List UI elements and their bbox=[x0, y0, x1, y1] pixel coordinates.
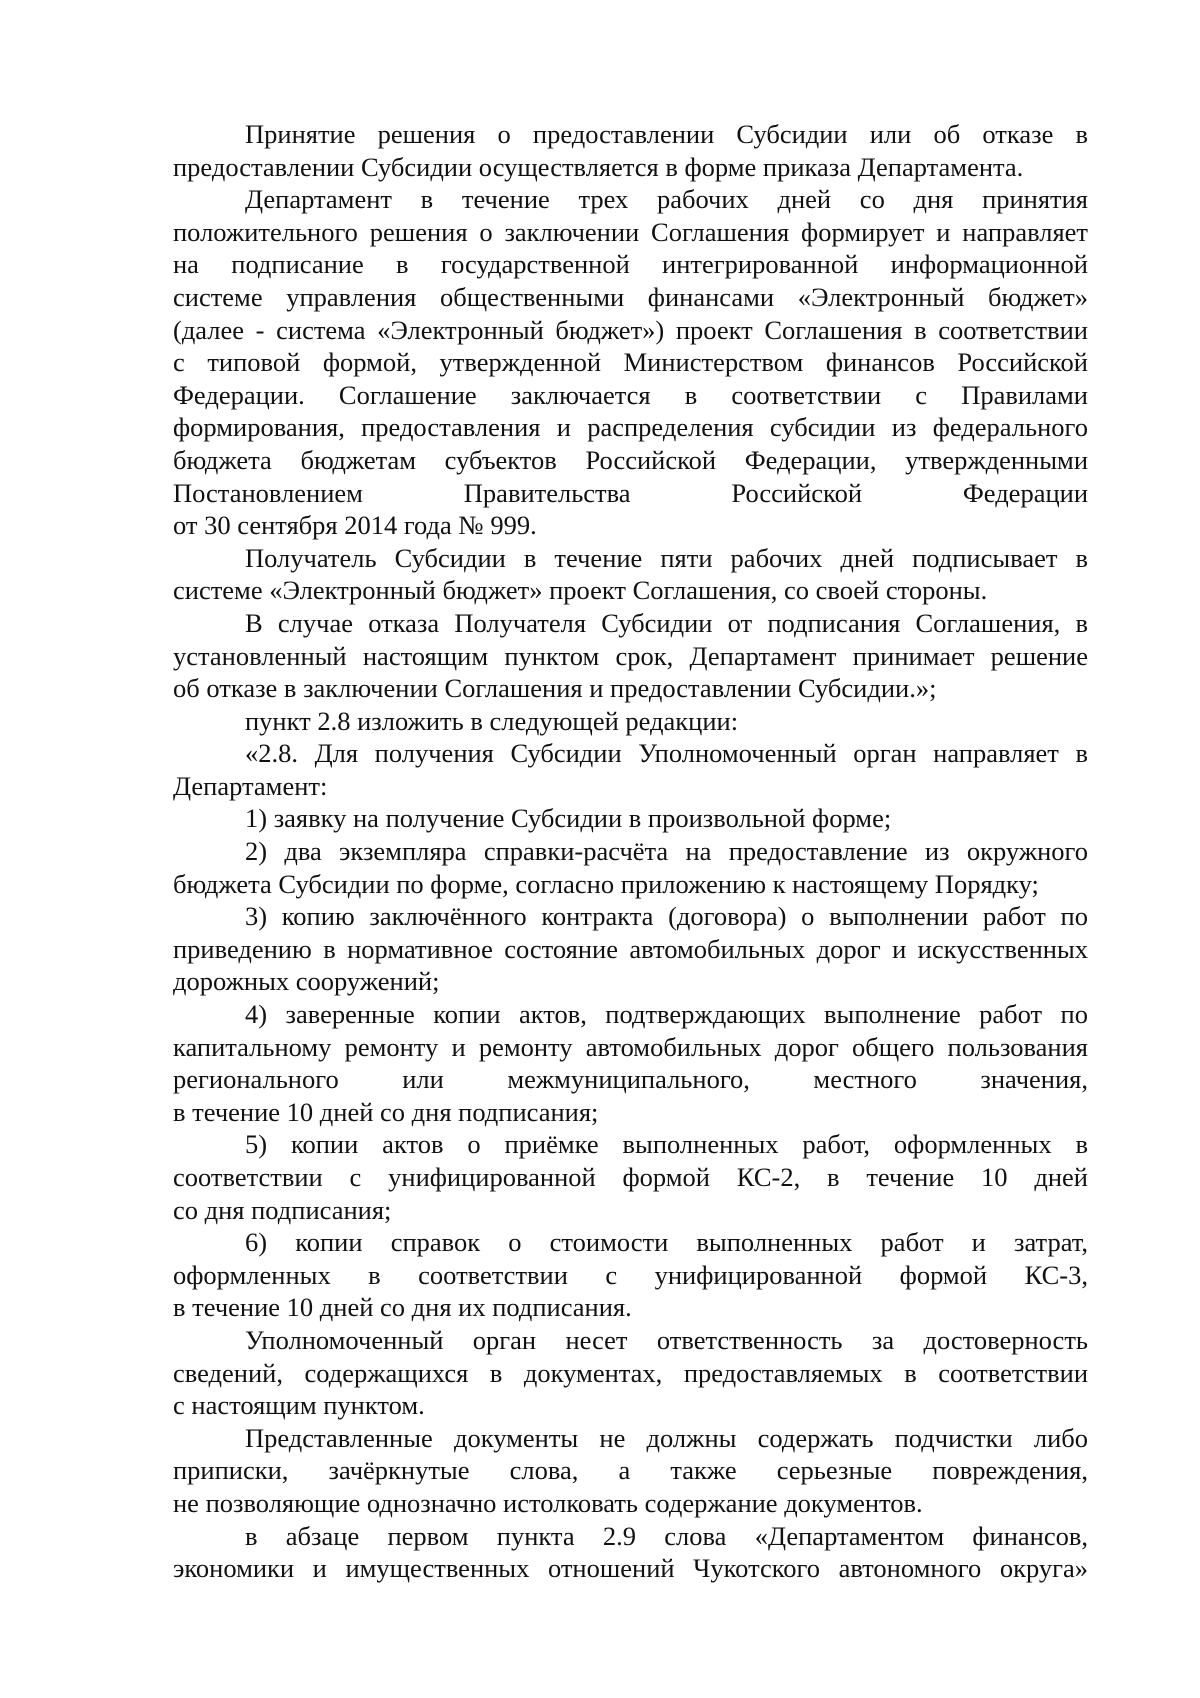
text-line: 1) заявку на получение Субсидии в произвольной форме; bbox=[245, 803, 892, 834]
text-line: Получатель Субсидии в течение пяти рабочих дней подписывает в bbox=[245, 542, 1088, 573]
text-line: Федерации. Соглашение заключается в соответствии с Правилами bbox=[173, 379, 1088, 410]
paragraph bbox=[173, 1226, 1088, 1324]
text-line: с типовой формой, утвержденной Министерством финансов Российской bbox=[173, 347, 1088, 378]
document-body bbox=[173, 118, 1088, 1585]
text-line: приписки, зачёркнутые слова, а также серьезные повреждения, bbox=[173, 1455, 1088, 1486]
text-line: в течение 10 дней со дня подписания; bbox=[173, 1096, 599, 1127]
text-line: бюджета Субсидии по форме, согласно приложению к настоящему Порядку; bbox=[173, 868, 1039, 899]
paragraph bbox=[173, 737, 1088, 802]
text-line: дорожных сооружений; bbox=[173, 966, 440, 997]
text-line: от 30 сентября 2014 года № 999. bbox=[173, 510, 537, 541]
text-line: в течение 10 дней со дня их подписания. bbox=[173, 1292, 632, 1323]
text-line: пункт 2.8 изложить в следующей редакции: bbox=[245, 705, 739, 736]
text-line: Уполномоченный орган несет ответственность за достоверность bbox=[245, 1324, 1088, 1355]
text-line: 2) два экземпляра справки-расчёта на предоставление из окружного bbox=[245, 836, 1088, 867]
text-line: 6) копии справок о стоимости выполненных работ и затрат, bbox=[245, 1227, 1088, 1258]
text-line: экономики и имущественных отношений Чукотского автономного округа» bbox=[173, 1553, 1088, 1584]
text-line: Принятие решения о предоставлении Субсидии или об отказе в bbox=[245, 119, 1088, 149]
text-line: с настоящим пунктом. bbox=[173, 1390, 425, 1421]
paragraph bbox=[173, 183, 1088, 542]
text-line: предоставлении Субсидии осуществляется в форме приказа Департамента. bbox=[173, 151, 1024, 182]
text-line: Департамент в течение трех рабочих дней со дня принятия bbox=[245, 184, 1088, 215]
text-line: соответствии с унифицированной формой КС-2, в течение 10 дней bbox=[173, 1162, 1088, 1192]
paragraph bbox=[173, 998, 1088, 1128]
text-line: на подписание в государственной интегрированной информационной bbox=[173, 249, 1088, 280]
text-line: 5) копии актов о приёмке выполненных работ, оформленных в bbox=[245, 1129, 1088, 1160]
text-line: «2.8. Для получения Субсидии Уполномоченный орган направляет в bbox=[245, 738, 1088, 769]
text-line: капитальному ремонту и ремонту автомобильных дорог общего пользования bbox=[173, 1031, 1088, 1062]
paragraph bbox=[173, 705, 1088, 738]
paragraph bbox=[173, 607, 1088, 705]
text-line: бюджета бюджетам субъектов Российской Федерации, утвержденными bbox=[173, 444, 1088, 475]
text-line: не позволяющие однозначно истолковать содержание документов. bbox=[173, 1487, 923, 1518]
text-line: формирования, предоставления и распределения субсидии из федерального bbox=[173, 412, 1088, 443]
paragraph bbox=[173, 1520, 1088, 1585]
paragraph bbox=[173, 118, 1088, 183]
paragraph bbox=[173, 1128, 1088, 1226]
text-line: Департамент: bbox=[173, 770, 328, 801]
text-line: со дня подписания; bbox=[173, 1194, 392, 1225]
paragraph bbox=[173, 1422, 1088, 1520]
text-line: системе управления общественными финансами «Электронный бюджет» bbox=[173, 281, 1088, 312]
text-line: системе «Электронный бюджет» проект Соглашения, со своей стороны. bbox=[173, 575, 988, 606]
text-line: оформленных в соответствии с унифицированной формой КС-3, bbox=[173, 1259, 1088, 1290]
text-line: приведению в нормативное состояние автомобильных дорог и искусственных bbox=[173, 933, 1088, 964]
text-line: В случае отказа Получателя Субсидии от подписания Соглашения, в bbox=[245, 607, 1088, 638]
text-line: (далее - система «Электронный бюджет») проект Соглашения в соответствии bbox=[173, 314, 1088, 345]
paragraph bbox=[173, 542, 1088, 607]
text-line: установленный настоящим пунктом срок, Департамент принимает решение bbox=[173, 640, 1088, 671]
paragraph bbox=[173, 1324, 1088, 1422]
text-line: Постановлением Правительства Российской Федерации bbox=[173, 477, 1088, 508]
text-line: в абзаце первом пункта 2.9 слова «Департаментом финансов, bbox=[245, 1520, 1088, 1551]
text-line: сведений, содержащихся в документах, предоставляемых в соответствии bbox=[173, 1357, 1088, 1388]
text-line: 4) заверенные копии актов, подтверждающих выполнение работ по bbox=[245, 999, 1088, 1030]
text-line: Представленные документы не должны содержать подчистки либо bbox=[245, 1422, 1088, 1453]
paragraph bbox=[173, 900, 1088, 998]
text-line: регионального или межмуниципального, местного значения, bbox=[173, 1064, 1088, 1095]
text-line: об отказе в заключении Соглашения и предоставлении Субсидии.»; bbox=[173, 673, 937, 704]
text-line: 3) копию заключённого контракта (договора) о выполнении работ по bbox=[245, 901, 1088, 932]
text-line: положительного решения о заключении Соглашения формирует и направляет bbox=[173, 216, 1088, 247]
paragraph bbox=[173, 802, 1088, 835]
paragraph bbox=[173, 835, 1088, 900]
